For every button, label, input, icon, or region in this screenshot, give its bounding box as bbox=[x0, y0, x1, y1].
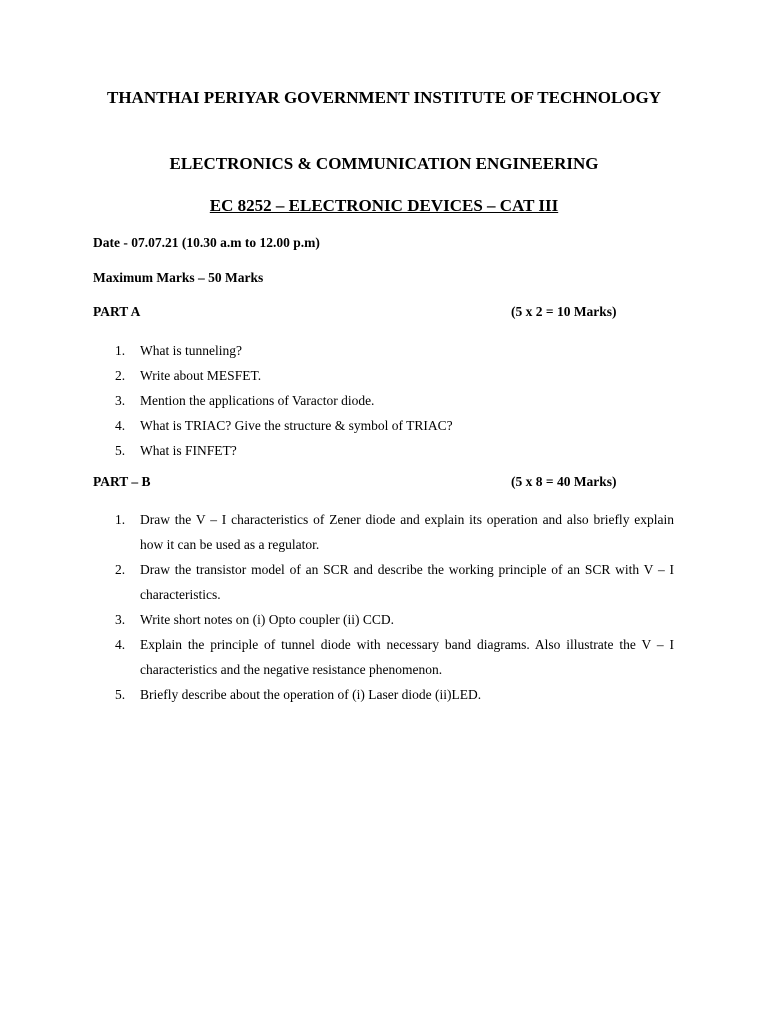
list-item bbox=[0, 557, 674, 607]
question-number: 5. bbox=[115, 443, 126, 458]
institute-title: THANTHAI PERIYAR GOVERNMENT INSTITUTE OF TECHNOLOGY bbox=[106, 88, 662, 107]
question-text: Write about MESFET. bbox=[140, 368, 262, 383]
question-number: 4. bbox=[115, 637, 126, 652]
list-item bbox=[0, 413, 674, 438]
list-item bbox=[0, 338, 674, 363]
list-item bbox=[0, 607, 674, 632]
question-text: Draw the V – I characteristics of Zener diode and explain its operation and also briefly explain how it can be used as a regulator. bbox=[140, 512, 674, 552]
exam-title: EC 8252 – ELECTRONIC DEVICES – CAT III bbox=[209, 196, 559, 215]
question-number: 3. bbox=[115, 393, 126, 408]
part-b-marks: (5 x 8 = 40 Marks) bbox=[511, 474, 617, 489]
list-item bbox=[0, 438, 674, 463]
exam-date: Date - 07.07.21 (10.30 a.m to 12.00 p.m) bbox=[93, 235, 320, 250]
question-text: Explain the principle of tunnel diode with necessary band diagrams. Also illustrate the V – I characteristics and the negative resistance phenomenon. bbox=[140, 637, 674, 677]
part-b-question-list bbox=[0, 507, 674, 707]
part-a-marks: (5 x 2 = 10 Marks) bbox=[511, 304, 617, 319]
question-text: What is TRIAC? Give the structure & symbol of TRIAC? bbox=[140, 418, 453, 433]
question-number: 2. bbox=[115, 368, 126, 383]
part-b-heading bbox=[93, 473, 633, 491]
part-a-question-list bbox=[0, 338, 674, 463]
question-text: What is FINFET? bbox=[140, 443, 237, 458]
list-item bbox=[0, 682, 674, 707]
question-number: 4. bbox=[115, 418, 126, 433]
list-item bbox=[0, 507, 674, 557]
list-item bbox=[0, 363, 674, 388]
part-b-title: PART – B bbox=[93, 474, 151, 489]
question-text: Write short notes on (i) Opto coupler (ii) CCD. bbox=[140, 612, 395, 627]
question-number: 3. bbox=[115, 612, 126, 627]
maximum-marks: Maximum Marks – 50 Marks bbox=[93, 270, 264, 285]
question-text: Briefly describe about the operation of (i) Laser diode (ii)LED. bbox=[140, 687, 482, 702]
question-text: What is tunneling? bbox=[140, 343, 242, 358]
question-text: Mention the applications of Varactor diode. bbox=[140, 393, 375, 408]
part-a-title: PART A bbox=[93, 304, 141, 319]
list-item bbox=[0, 632, 674, 682]
question-number: 1. bbox=[115, 343, 126, 358]
list-item bbox=[0, 388, 674, 413]
question-number: 1. bbox=[115, 512, 126, 527]
department-title: ELECTRONICS & COMMUNICATION ENGINEERING bbox=[169, 154, 599, 173]
question-number: 5. bbox=[115, 687, 126, 702]
question-text: Draw the transistor model of an SCR and describe the working principle of an SCR with V – I characteristics. bbox=[140, 562, 674, 602]
question-number: 2. bbox=[115, 562, 126, 577]
part-a-heading bbox=[93, 303, 633, 321]
